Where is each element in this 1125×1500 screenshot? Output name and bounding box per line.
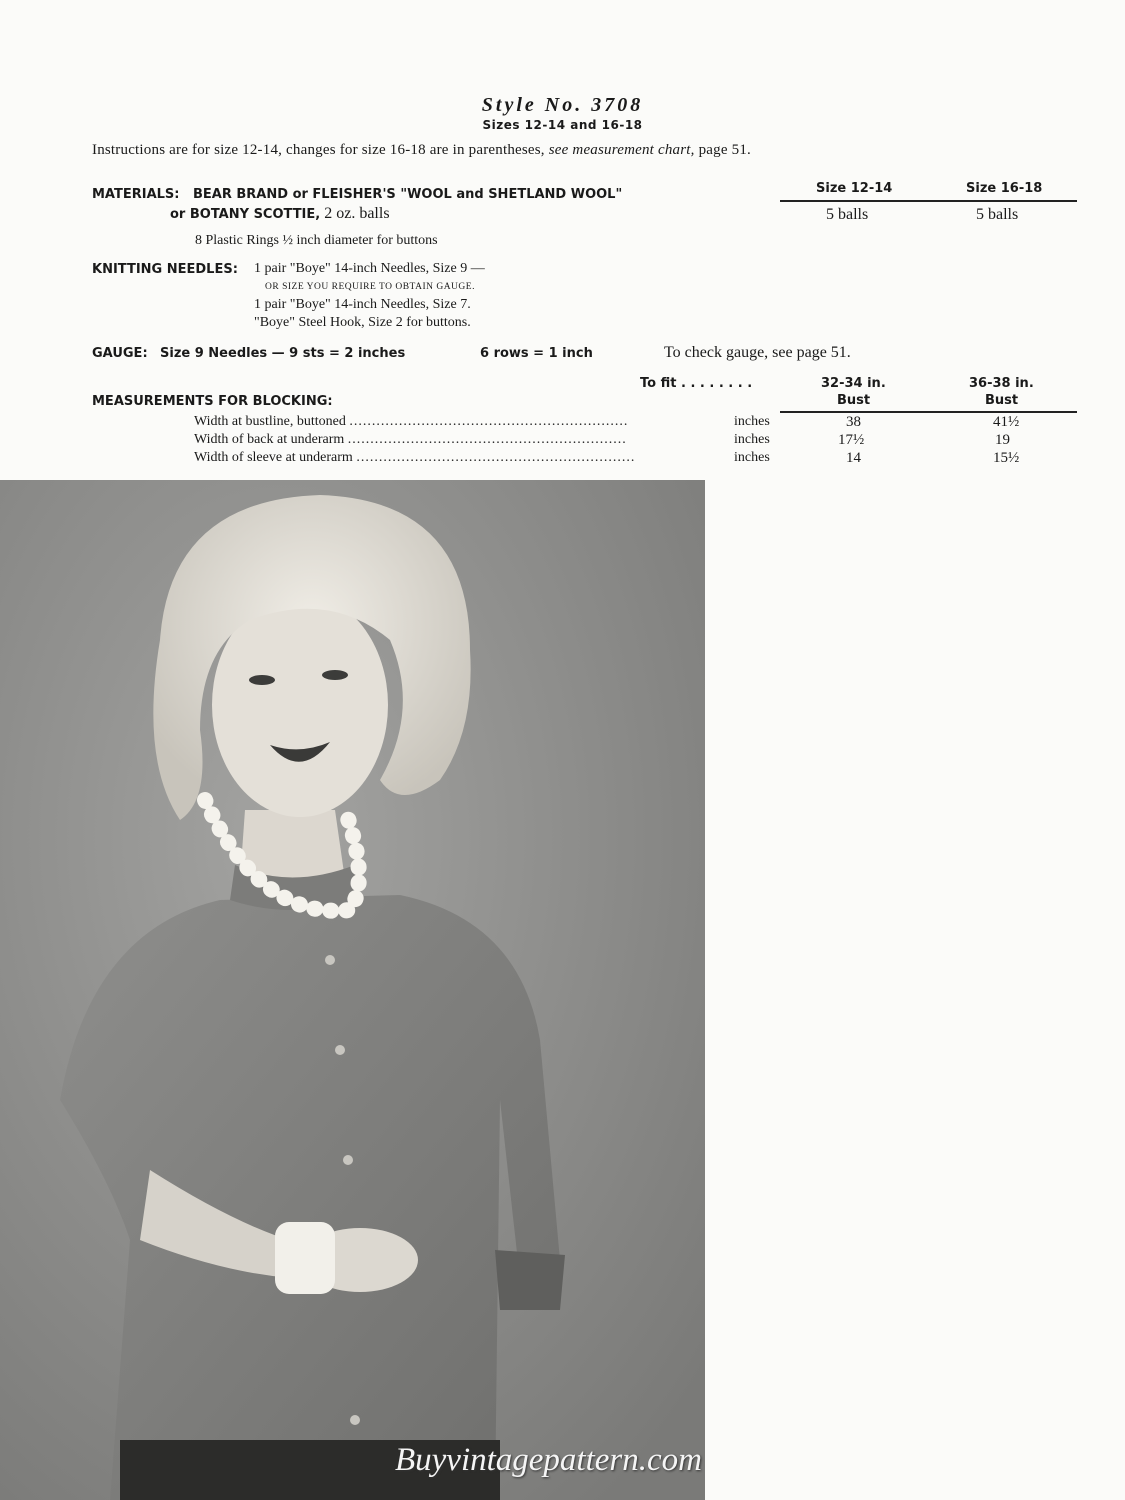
measure-row-unit: inches	[734, 450, 770, 465]
gauge-check: To check gauge, see page 51.	[664, 344, 851, 361]
measure-row-label: Width of sleeve at underarm	[194, 450, 353, 465]
measure-row-unit: inches	[734, 414, 770, 429]
sizes-line: Sizes 12-14 and 16-18	[482, 118, 643, 132]
materials-line2	[170, 205, 390, 223]
measure-row: Width of sleeve at underarm ..............................................................	[194, 450, 636, 465]
intro-end: page 51.	[698, 142, 751, 158]
intro-italic: see measurement chart,	[548, 142, 695, 158]
measure-row-v1: 38	[846, 414, 861, 430]
materials-line3: 8 Plastic Rings ½ inch diameter for buttons	[195, 233, 438, 248]
gauge-rows: 6 rows = 1 inch	[480, 346, 593, 361]
model-photo-illustration	[0, 480, 705, 1500]
size-header-1: Size 12-14	[816, 181, 893, 196]
size-value-2: 5 balls	[976, 206, 1019, 223]
needles-line2: OR SIZE YOU REQUIRE TO OBTAIN GAUGE.	[265, 282, 475, 292]
needles-line4: "Boye" Steel Hook, Size 2 for buttons.	[254, 315, 471, 330]
to-fit-label: To fit . . . . . . . .	[640, 376, 753, 391]
measure-row-v2: 15½	[993, 450, 1020, 466]
materials-line1: BEAR BRAND or FLEISHER'S "WOOL and SHETLAND WOOL"	[193, 187, 623, 202]
measure-row-v2: 19	[995, 432, 1010, 448]
measure-header-rule	[780, 411, 1077, 413]
size-header-2: Size 16-18	[966, 181, 1043, 196]
measure-row-unit: inches	[734, 432, 770, 447]
measure-col2-bottom: Bust	[985, 393, 1019, 408]
measure-row: Width at bustline, buttoned ..............................................................	[194, 414, 629, 429]
needles-line1: 1 pair "Boye" 14-inch Needles, Size 9 —	[254, 261, 485, 276]
intro-text	[92, 142, 751, 159]
needles-label: KNITTING NEEDLES:	[92, 262, 238, 277]
gauge-stitches: Size 9 Needles — 9 sts = 2 inches	[160, 346, 406, 361]
needles-line3: 1 pair "Boye" 14-inch Needles, Size 7.	[254, 297, 471, 312]
gauge-label: GAUGE:	[92, 346, 148, 361]
materials-line2-bold: or BOTANY SCOTTIE,	[170, 207, 321, 222]
measure-row-label: Width at bustline, buttoned	[194, 414, 346, 429]
measure-row-v2: 41½	[993, 414, 1020, 430]
measure-row: Width of back at underarm ..............................................................	[194, 432, 627, 447]
measure-col2-top: 36-38 in.	[969, 376, 1034, 391]
measure-row-v1: 14	[846, 450, 861, 466]
watermark-text: Buyvintagepattern.com	[395, 1442, 702, 1478]
style-title: Style No. 3708	[481, 94, 644, 116]
measure-col1-bottom: Bust	[837, 393, 871, 408]
measure-row-v1: 17½	[838, 432, 865, 448]
size-header-rule	[780, 200, 1077, 202]
measure-row-label: Width of back at underarm	[194, 432, 345, 447]
model-photo	[0, 480, 705, 1500]
intro-main: Instructions are for size 12-14, changes for size 16-18 are in parentheses,	[92, 142, 545, 158]
measurements-label: MEASUREMENTS FOR BLOCKING:	[92, 394, 333, 409]
size-value-1: 5 balls	[826, 206, 869, 223]
measure-col1-top: 32-34 in.	[821, 376, 886, 391]
materials-label: MATERIALS:	[92, 187, 180, 202]
materials-line2-rest: 2 oz. balls	[324, 205, 390, 222]
